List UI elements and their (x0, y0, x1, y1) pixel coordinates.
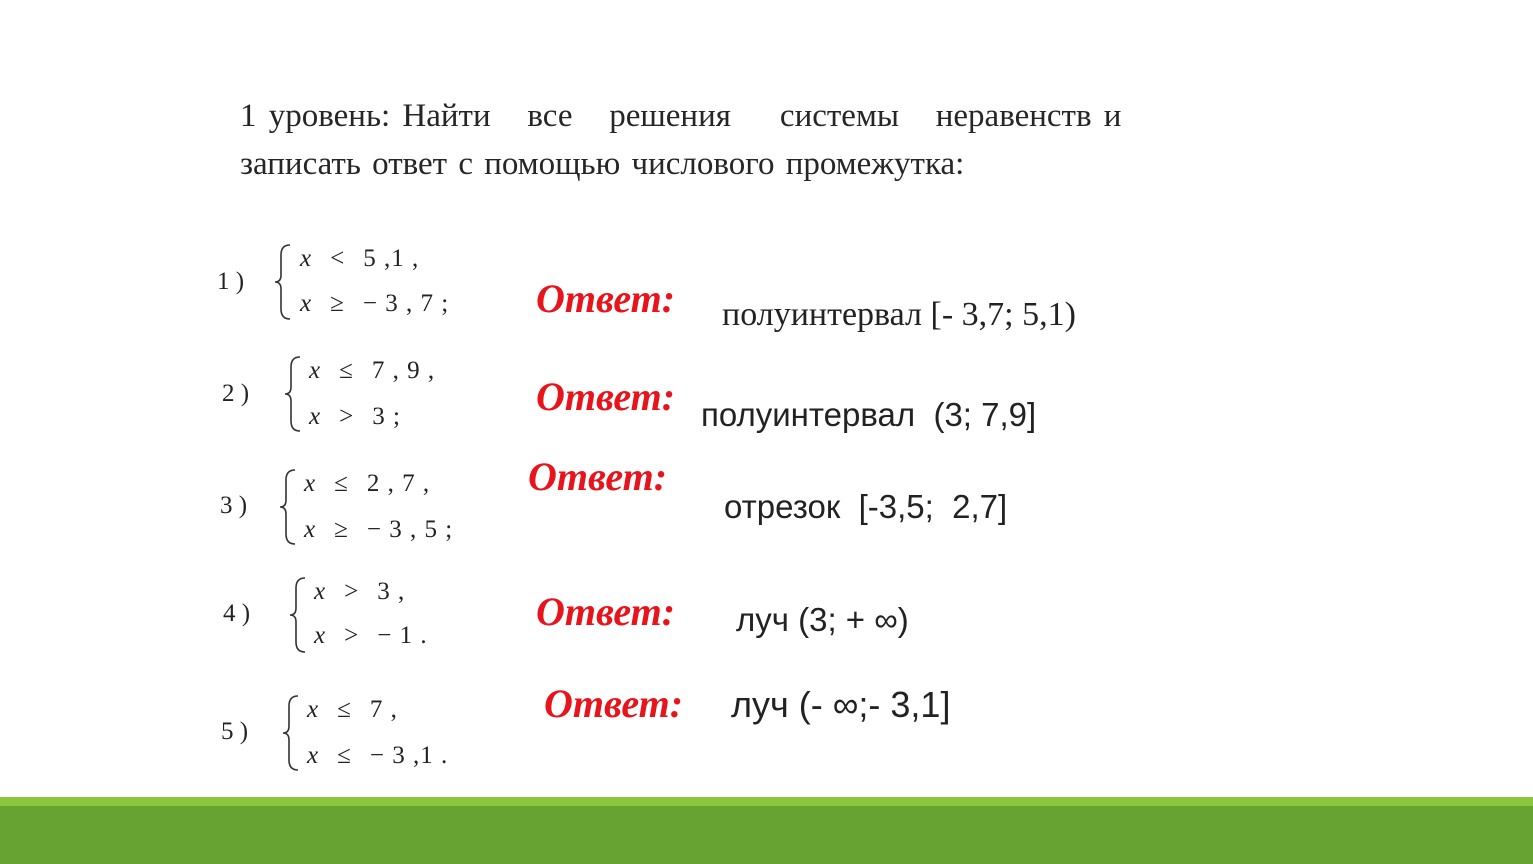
variable: x (300, 290, 313, 317)
answer-text-1: полуинтервал [- 3,7; 5,1) (722, 296, 1076, 333)
relation: > (344, 578, 360, 605)
variable: x (314, 578, 327, 605)
rhs: 7 , 9 , (371, 357, 436, 384)
left-brace-icon (282, 355, 304, 433)
variable: x (307, 742, 320, 769)
answer-label-5: Ответ: (544, 681, 684, 726)
task-statement (240, 92, 1220, 188)
task-line-2: записать ответ с помощью числового промежутка: (240, 146, 965, 182)
rhs: 7 , (369, 696, 398, 723)
system-number: 2 ) (222, 380, 250, 407)
relation: ≤ (334, 470, 349, 497)
left-brace-icon (287, 576, 309, 654)
answer-label-1: Ответ: (536, 276, 676, 321)
answer-text-5: луч (- ∞;- 3,1] (731, 684, 951, 725)
left-brace-icon (277, 468, 299, 546)
inequality-1 (304, 470, 430, 498)
variable: x (300, 245, 313, 272)
rhs: − 3 , 5 ; (366, 516, 454, 543)
inequality-2 (309, 403, 401, 431)
system-number: 5 ) (221, 718, 249, 745)
rhs: 2 , 7 , (366, 470, 431, 497)
footer-accent-stripe (0, 797, 1533, 806)
relation: ≤ (337, 742, 352, 769)
answer-text-3: отрезок [-3,5; 2,7] (724, 488, 1008, 525)
relation: ≥ (334, 516, 349, 543)
task-line-1: 1 уровень: Найти все решения системы неравенств и (240, 98, 1122, 134)
inequality-2 (300, 290, 449, 318)
inequality-1 (307, 696, 398, 724)
answer-label-3: Ответ: (528, 454, 668, 499)
system-number: 4 ) (223, 600, 251, 627)
variable: x (314, 622, 327, 649)
rhs: 5 ,1 , (363, 245, 420, 272)
inequality-1 (300, 245, 419, 273)
answer-label-2: Ответ: (536, 374, 676, 419)
answer-text-2: полуинтервал (3; 7,9] (701, 396, 1037, 433)
relation: < (330, 245, 346, 272)
rhs: 3 , (377, 578, 406, 605)
inequality-2 (307, 742, 448, 770)
variable: x (307, 696, 320, 723)
left-brace-icon (280, 694, 302, 772)
rhs: − 3 ,1 . (369, 742, 449, 769)
rhs: 3 ; (372, 403, 401, 430)
answer-label-4: Ответ: (536, 589, 676, 634)
rhs: − 1 . (377, 622, 428, 649)
variable: x (309, 403, 322, 430)
variable: x (304, 516, 317, 543)
inequality-1 (309, 357, 435, 385)
relation: ≤ (337, 696, 352, 723)
rhs: − 3 , 7 ; (362, 290, 450, 317)
inequality-2 (304, 516, 453, 544)
system-number: 3 ) (220, 492, 248, 519)
inequality-1 (314, 578, 405, 606)
relation: > (344, 622, 360, 649)
left-brace-icon (272, 243, 294, 321)
variable: x (309, 357, 322, 384)
relation: ≥ (330, 290, 345, 317)
footer-bar (0, 806, 1533, 864)
inequality-2 (314, 622, 428, 650)
variable: x (304, 470, 317, 497)
relation: ≤ (339, 357, 354, 384)
answer-text-4: луч (3; + ∞) (736, 601, 909, 638)
system-number: 1 ) (217, 268, 245, 295)
relation: > (339, 403, 355, 430)
